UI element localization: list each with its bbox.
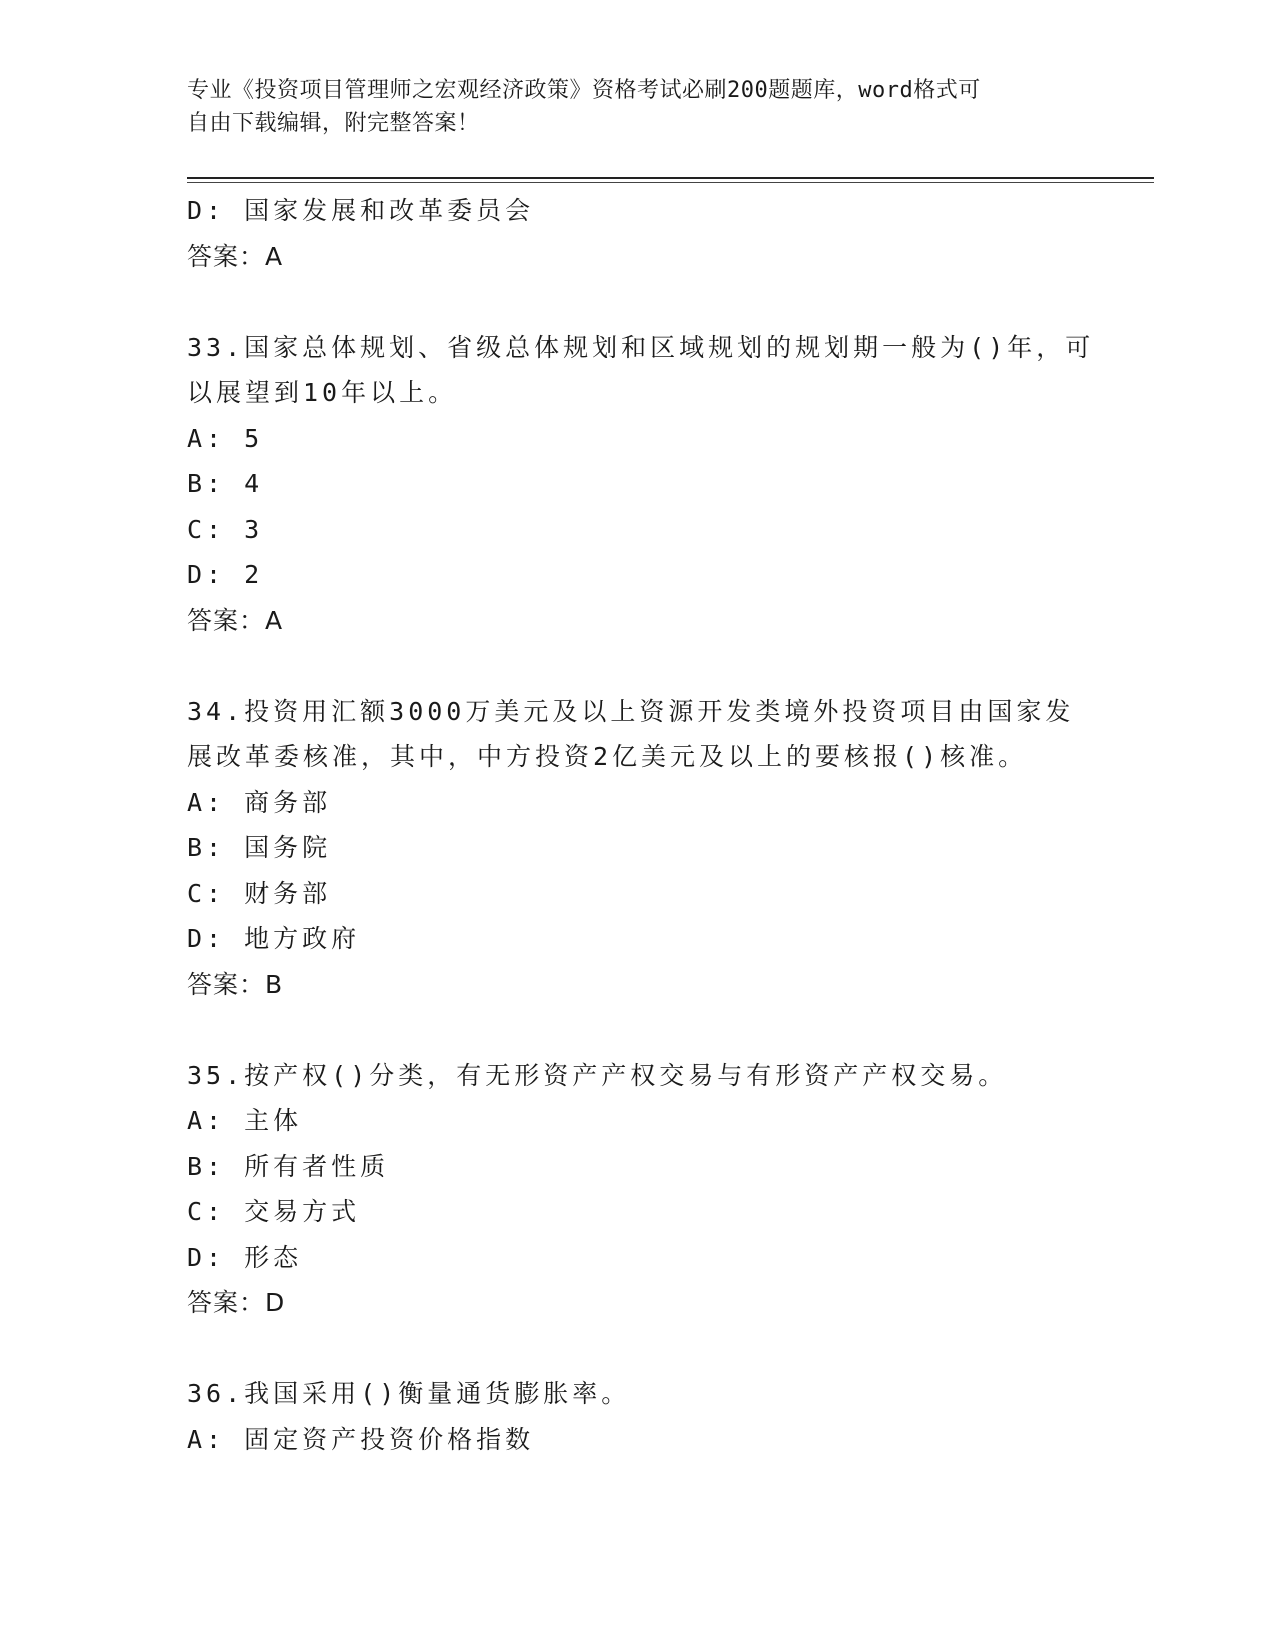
option-c: C: 3: [187, 514, 264, 544]
question-36: [187, 1371, 1067, 1462]
header-divider-thin: [187, 182, 1154, 183]
option-d: D: 地方政府: [187, 924, 361, 953]
option-a: A: 固定资产投资价格指数: [187, 1424, 535, 1454]
option-d: D: 形态: [187, 1242, 303, 1272]
answer-line: 答案：D: [187, 1288, 286, 1317]
question-list: [187, 188, 1095, 1462]
option-c: C: 财务部: [187, 878, 332, 908]
previous-question-tail: [187, 188, 1067, 279]
answer-line: 答案：B: [187, 969, 284, 999]
header-line-1: 专业《投资项目管理师之宏观经济政策》资格考试必刷200题题库，word格式可: [187, 78, 981, 103]
question-stem: 33.国家总体规划、省级总体规划和区域规划的规划期一般为()年，可: [187, 332, 1095, 362]
option-d: D: 2: [187, 560, 264, 589]
spacer: [187, 279, 1067, 325]
option-b: B: 4: [187, 469, 264, 498]
option-a: A: 5: [187, 423, 264, 453]
question-34: [187, 689, 1075, 1008]
option-a: A: 主体: [187, 1106, 303, 1135]
question-stem: 展改革委核准，其中，中方投资2亿美元及以上的要核报()核准。: [187, 742, 1028, 771]
question-35: [187, 1053, 1067, 1326]
header-divider-thick: [187, 177, 1154, 179]
question-stem: 34.投资用汇额3000万美元及以上资源开发类境外投资项目由国家发: [187, 696, 1075, 726]
option-d: D: 国家发展和改革委员会: [187, 196, 535, 225]
answer-line: 答案：A: [187, 605, 284, 635]
document-header: [187, 74, 1067, 140]
question-33: [187, 325, 1095, 644]
option-a: A: 商务部: [187, 787, 332, 817]
option-c: C: 交易方式: [187, 1197, 361, 1226]
spacer: [187, 1007, 1067, 1053]
header-line-2: 自由下载编辑，附完整答案！: [187, 111, 480, 136]
question-stem: 36.我国采用()衡量通货膨胀率。: [187, 1379, 631, 1408]
question-stem: 以展望到10年以上。: [187, 378, 458, 407]
spacer: [187, 643, 1067, 689]
option-b: B: 所有者性质: [187, 1151, 390, 1181]
question-stem: 35.按产权()分类，有无形资产产权交易与有形资产产权交易。: [187, 1060, 1008, 1090]
answer-line: 答案：A: [187, 241, 284, 271]
option-b: B: 国务院: [187, 833, 332, 862]
spacer: [187, 1326, 1067, 1372]
